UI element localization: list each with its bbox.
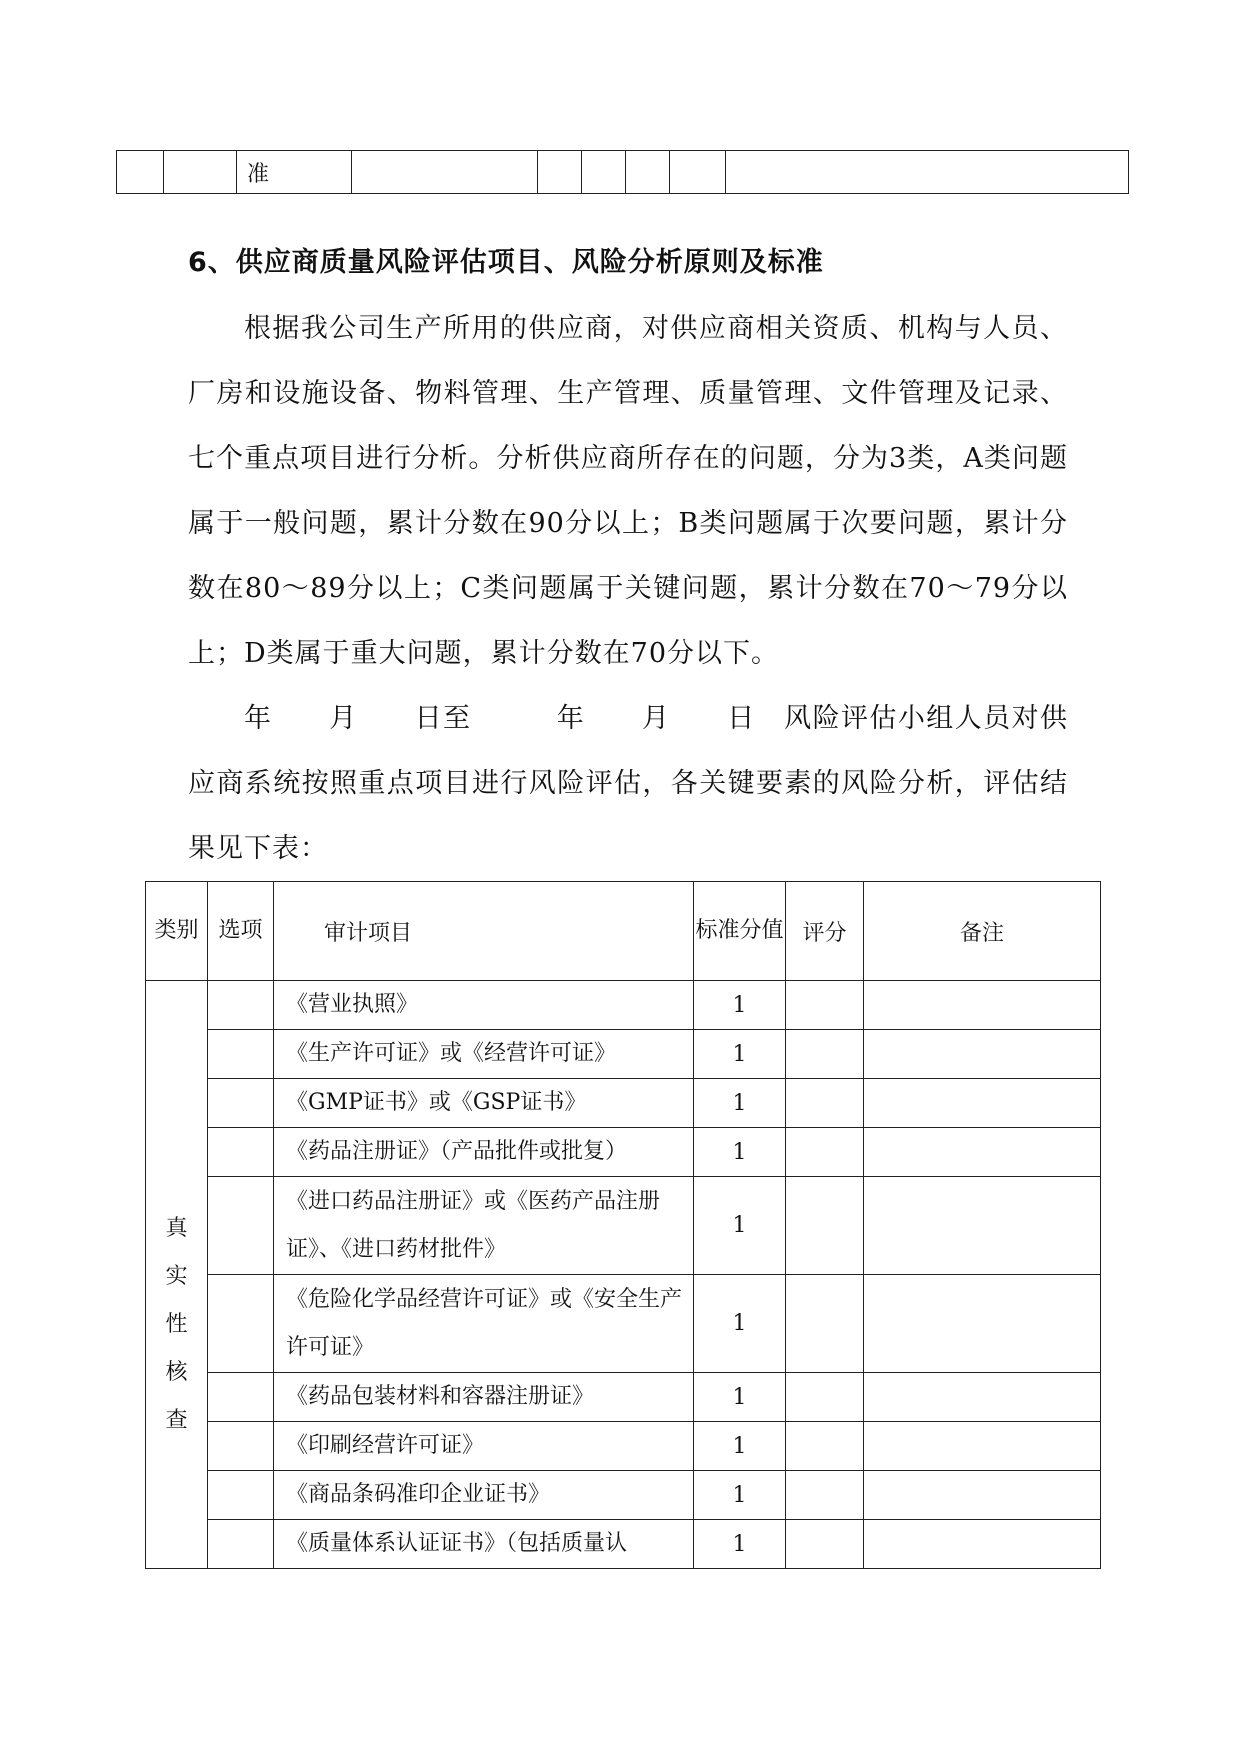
table-cell: 准 [237, 151, 352, 194]
remark-cell [864, 1471, 1101, 1520]
standard-score-cell: 1 [694, 1373, 786, 1422]
table-row [117, 151, 1129, 194]
table-cell [626, 151, 670, 194]
table-row [146, 1471, 1101, 1520]
standard-score-cell: 1 [694, 981, 786, 1030]
option-cell [208, 1275, 274, 1373]
table-row [146, 1177, 1101, 1275]
table-row [146, 981, 1101, 1030]
option-cell [208, 1520, 274, 1569]
paragraph-risk-criteria: 根据我公司生产所用的供应商，对供应商相关资质、机构与人员、厂房和设施设备、物料管理、生产管理、质量管理、文件管理及记录、七个重点项目进行分析。分析供应商所存在的问题，分为3类，A类问题属于一般问题，累计分数在90分以上；B类问题属于次要问题，累计分数在80～89分以上；C类问题属于关键问题，累计分数在70～79分以上；D类属于重大问题，累计分数在70分以下。 [188, 313, 1068, 669]
remark-cell [864, 1030, 1101, 1079]
header-remark: 备注 [864, 882, 1101, 981]
option-cell [208, 1128, 274, 1177]
table-row [146, 1030, 1101, 1079]
remark-cell [864, 1373, 1101, 1422]
header-option: 选项 [208, 882, 274, 981]
audit-item-cell: 《营业执照》 [274, 981, 694, 1030]
standard-score-cell: 1 [694, 1275, 786, 1373]
table-cell [538, 151, 582, 194]
audit-item-cell: 《商品条码准印企业证书》 [274, 1471, 694, 1520]
paragraph-assessment-period: 年 月 日至 年 月 日 风险评估小组人员对供应商系统按照重点项目进行风险评估，各关键要素的风险分析，评估结果见下表： [188, 703, 1068, 864]
table-row [146, 1520, 1101, 1569]
table-row [146, 1079, 1101, 1128]
table-row [146, 1373, 1101, 1422]
standard-score-cell: 1 [694, 1079, 786, 1128]
table-header-row [146, 882, 1101, 981]
table-row [146, 1275, 1101, 1373]
table-cell [117, 151, 164, 194]
header-standard-score: 标准分值 [694, 882, 786, 981]
audit-item-cell: 《危险化学品经营许可证》或《安全生产许可证》 [274, 1275, 694, 1373]
remark-cell [864, 1177, 1101, 1275]
score-cell [786, 1373, 864, 1422]
table-row [146, 1128, 1101, 1177]
score-cell [786, 1177, 864, 1275]
option-cell [208, 1079, 274, 1128]
section-heading: 6、供应商质量风险评估项目、风险分析原则及标准 [188, 247, 824, 278]
audit-item-cell: 《生产许可证》或《经营许可证》 [274, 1030, 694, 1079]
standard-score-cell: 1 [694, 1030, 786, 1079]
option-cell [208, 1030, 274, 1079]
table-cell [164, 151, 237, 194]
standard-score-cell: 1 [694, 1471, 786, 1520]
remark-cell [864, 1275, 1101, 1373]
option-cell [208, 1422, 274, 1471]
score-cell [786, 1030, 864, 1079]
header-score: 评分 [786, 882, 864, 981]
standard-score-cell: 1 [694, 1177, 786, 1275]
remark-cell [864, 1520, 1101, 1569]
option-cell [208, 1177, 274, 1275]
table-cell [726, 151, 1129, 194]
table-row [146, 1422, 1101, 1471]
score-cell [786, 981, 864, 1030]
option-cell [208, 1471, 274, 1520]
category-cell [146, 981, 208, 1569]
table-cell [582, 151, 626, 194]
score-cell [786, 1128, 864, 1177]
remark-cell [864, 1128, 1101, 1177]
remark-cell [864, 1422, 1101, 1471]
audit-table [145, 881, 1101, 1569]
audit-item-cell: 《质量体系认证证书》（包括质量认 [274, 1520, 694, 1569]
table-cell [352, 151, 538, 194]
remark-cell [864, 1079, 1101, 1128]
category-label: 真实性核查 [165, 1215, 188, 1433]
table-cell [670, 151, 726, 194]
score-cell [786, 1422, 864, 1471]
audit-item-cell: 《进口药品注册证》或《医药产品注册证》、《进口药材批件》 [274, 1177, 694, 1275]
option-cell [208, 1373, 274, 1422]
audit-item-cell: 《药品注册证》（产品批件或批复） [274, 1128, 694, 1177]
continued-table-fragment [116, 150, 1129, 194]
standard-score-cell: 1 [694, 1128, 786, 1177]
score-cell [786, 1520, 864, 1569]
score-cell [786, 1079, 864, 1128]
standard-score-cell: 1 [694, 1520, 786, 1569]
score-cell [786, 1471, 864, 1520]
remark-cell [864, 981, 1101, 1030]
audit-item-cell: 《GMP证书》或《GSP证书》 [274, 1079, 694, 1128]
header-category: 类别 [146, 882, 208, 981]
audit-item-cell: 《药品包装材料和容器注册证》 [274, 1373, 694, 1422]
header-audit-item: 审计项目 [274, 882, 694, 981]
score-cell [786, 1275, 864, 1373]
audit-item-cell: 《印刷经营许可证》 [274, 1422, 694, 1471]
standard-score-cell: 1 [694, 1422, 786, 1471]
option-cell [208, 981, 274, 1030]
